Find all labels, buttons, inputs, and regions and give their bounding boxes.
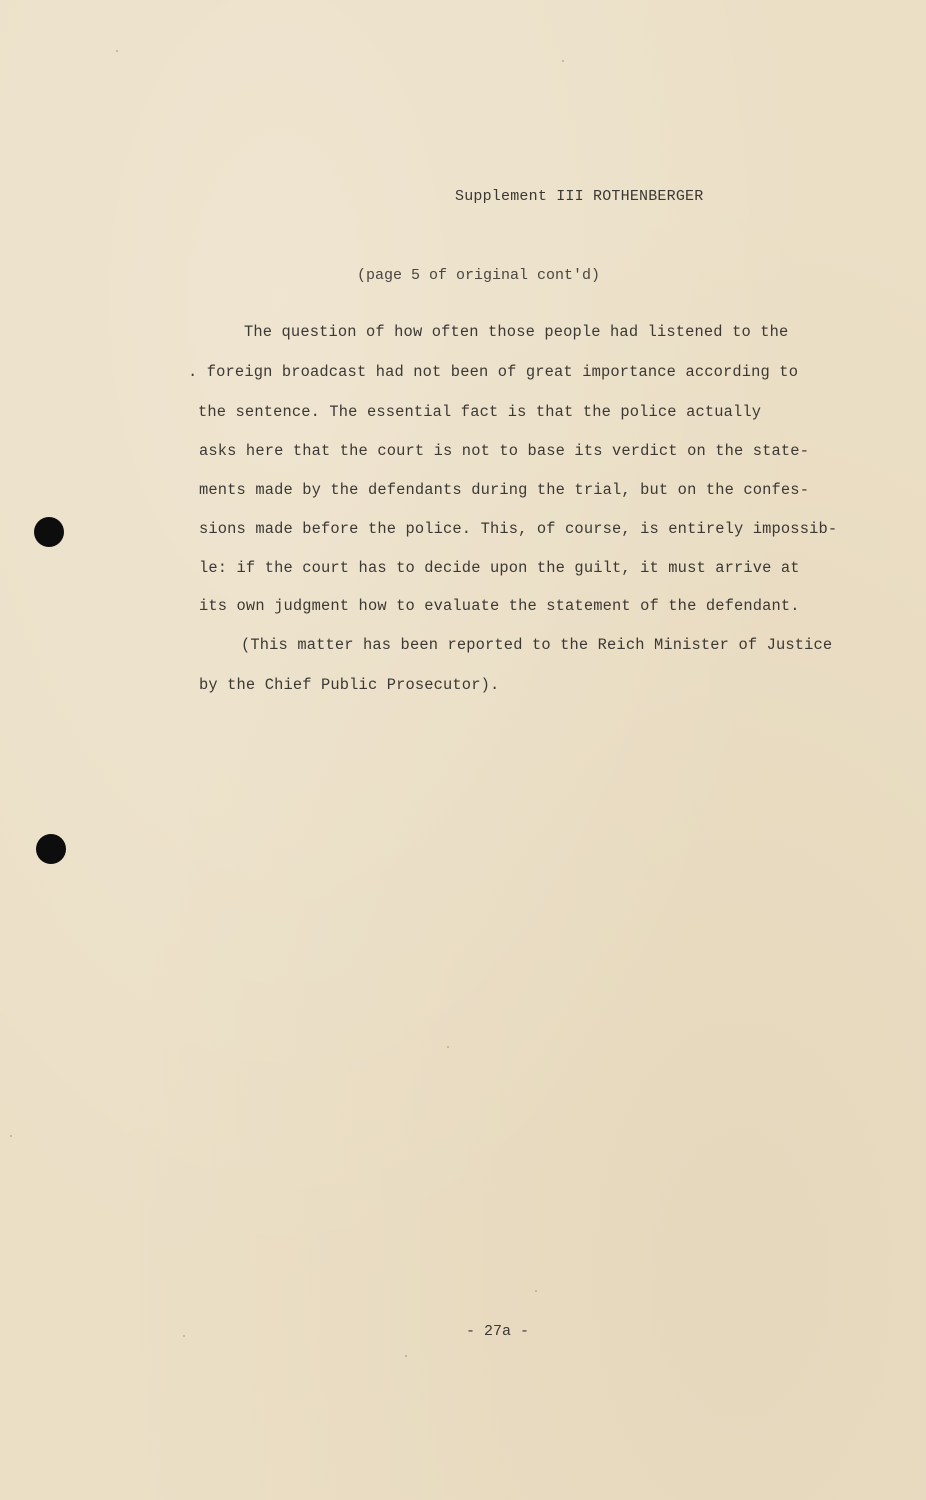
punch-hole-bottom xyxy=(36,834,66,864)
page-continuation-note: (page 5 of original cont'd) xyxy=(357,267,601,284)
body-line: sions made before the police. This, of course, is entirely impossib- xyxy=(199,520,838,538)
supplement-header: Supplement III ROTHENBERGER xyxy=(455,188,704,205)
punch-hole-top xyxy=(34,517,64,547)
body-line: . foreign broadcast had not been of great importance according to xyxy=(188,363,799,381)
paper-speck xyxy=(10,1135,12,1137)
paper-speck xyxy=(447,1046,449,1048)
body-line: asks here that the court is not to base its verdict on the state- xyxy=(199,442,810,460)
paper-speck xyxy=(183,1335,185,1337)
body-line: (This matter has been reported to the Reich Minister of Justice xyxy=(241,636,833,654)
body-line: the sentence. The essential fact is that the police actually xyxy=(198,403,762,421)
paper-speck xyxy=(562,60,564,62)
body-line: by the Chief Public Prosecutor). xyxy=(199,676,500,694)
body-line: ments made by the defendants during the trial, but on the confes- xyxy=(199,481,810,499)
body-line: le: if the court has to decide upon the guilt, it must arrive at xyxy=(199,559,800,577)
paper-speck xyxy=(535,1290,537,1292)
paper-speck xyxy=(405,1355,407,1357)
page-number: - 27a - xyxy=(466,1323,530,1340)
body-line: its own judgment how to evaluate the statement of the defendant. xyxy=(199,597,800,615)
paper-speck xyxy=(116,50,118,52)
body-line: The question of how often those people had listened to the xyxy=(244,323,789,341)
